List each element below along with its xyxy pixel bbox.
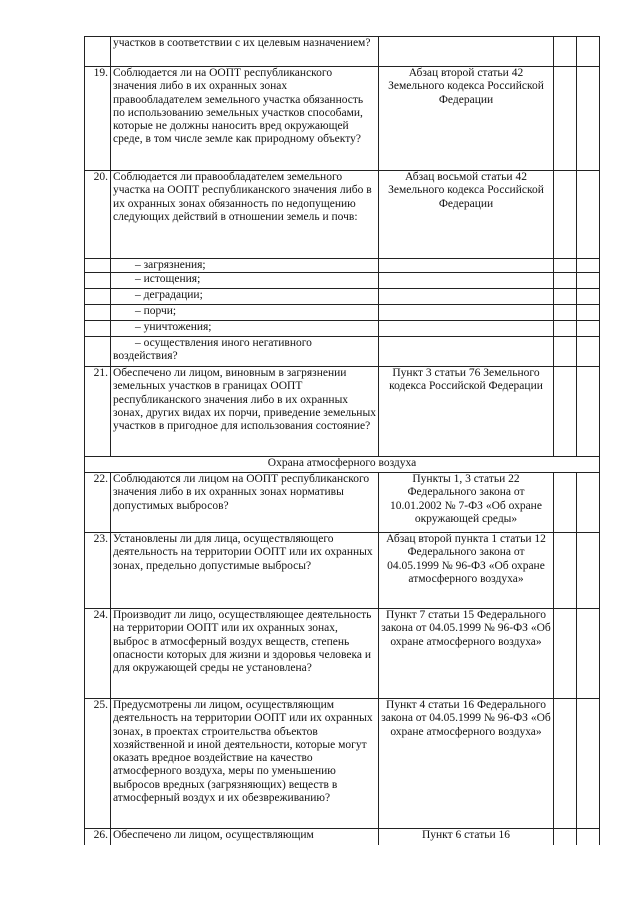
answer-cell bbox=[577, 533, 600, 609]
answer-cell bbox=[554, 305, 577, 321]
answer-cell bbox=[577, 273, 600, 289]
answer-cell bbox=[577, 829, 600, 845]
answer-cell bbox=[554, 533, 577, 609]
table-row bbox=[85, 259, 600, 273]
list-item: – осуществления иного негативного воздействия? bbox=[111, 337, 379, 367]
table-row bbox=[85, 37, 600, 67]
answer-cell bbox=[577, 699, 600, 829]
answer-cell bbox=[577, 337, 600, 367]
checklist-table bbox=[84, 36, 600, 845]
legal-reference: Пункт 7 статьи 15 Федерального закона от 04.05.1999 № 96-ФЗ «Об охране атмосферного воздуха» bbox=[379, 609, 554, 699]
answer-cell bbox=[554, 699, 577, 829]
legal-reference: Абзац восьмой статьи 42 Земельного кодекса Российской Федерации bbox=[379, 171, 554, 259]
legal-reference: Абзац второй статьи 42 Земельного кодекса Российской Федерации bbox=[379, 67, 554, 171]
answer-cell bbox=[577, 37, 600, 67]
row-number: 19. bbox=[85, 67, 111, 171]
question-text: Предусмотрены ли лицом, осуществляющим деятельность на территории ООПТ или их охранных зонах, в проектах строительства объектов хозяйственной и иной деятельности, которые могут оказать вредное воздействие на качество атмосферного воздуха, меры по уменьшению выбросов вредных (загрязняющих) веществ в атмосферный воздух и их обезвреживанию? bbox=[111, 699, 379, 829]
answer-cell bbox=[554, 829, 577, 845]
answer-cell bbox=[554, 289, 577, 305]
legal-reference: Пункты 1, 3 статьи 22 Федерального закона от 10.01.2002 № 7-ФЗ «Об охране окружающей среды» bbox=[379, 473, 554, 533]
legal-reference: Пункт 6 статьи 16 bbox=[379, 829, 554, 845]
section-header-row bbox=[85, 457, 600, 473]
legal-reference: Абзац второй пункта 1 статьи 12 Федерального закона от 04.05.1999 № 96-ФЗ «Об охране атмосферного воздуха» bbox=[379, 533, 554, 609]
answer-cell bbox=[554, 171, 577, 259]
question-text: Установлены ли для лица, осуществляющего деятельность на территории ООПТ или их охранных зонах, предельно допустимые выбросы? bbox=[111, 533, 379, 609]
question-text: Соблюдаются ли лицом на ООПТ республиканского значения либо в их охранных зонах нормативы допустимых выбросов? bbox=[111, 473, 379, 533]
table-row bbox=[85, 273, 600, 289]
question-text: участков в соответствии с их целевым назначением? bbox=[111, 37, 379, 67]
legal-reference: Пункт 3 статьи 76 Земельного кодекса Российской Федерации bbox=[379, 367, 554, 457]
table-row bbox=[85, 609, 600, 699]
list-item: – деградации; bbox=[135, 289, 203, 301]
question-text: Производит ли лицо, осуществляющее деятельность на территории ООПТ или их охранных зонах, выброс в атмосферный воздух веществ, степень опасности которых для жизни и здоровья человека и для окружающей среды не установлена? bbox=[111, 609, 379, 699]
answer-cell bbox=[554, 321, 577, 337]
table-row bbox=[85, 699, 600, 829]
section-title: Охрана атмосферного воздуха bbox=[85, 457, 600, 473]
table-row bbox=[85, 337, 600, 367]
answer-cell bbox=[577, 259, 600, 273]
answer-cell bbox=[554, 337, 577, 367]
answer-cell bbox=[554, 473, 577, 533]
answer-cell bbox=[577, 67, 600, 171]
answer-cell bbox=[577, 609, 600, 699]
table-row bbox=[85, 829, 600, 845]
table-row bbox=[85, 305, 600, 321]
table-row bbox=[85, 289, 600, 305]
table-row bbox=[85, 321, 600, 337]
list-item: – уничтожения; bbox=[135, 321, 212, 333]
row-number: 20. bbox=[85, 171, 111, 259]
answer-cell bbox=[554, 259, 577, 273]
answer-cell bbox=[577, 367, 600, 457]
row-number: 24. bbox=[85, 609, 111, 699]
legal-reference: Пункт 4 статьи 16 Федерального закона от 04.05.1999 № 96-ФЗ «Об охране атмосферного воздуха» bbox=[379, 699, 554, 829]
row-number: 25. bbox=[85, 699, 111, 829]
list-item: – порчи; bbox=[135, 305, 177, 317]
table-row bbox=[85, 533, 600, 609]
answer-cell bbox=[577, 473, 600, 533]
answer-cell bbox=[554, 367, 577, 457]
answer-cell bbox=[577, 321, 600, 337]
row-number: 21. bbox=[85, 367, 111, 457]
answer-cell bbox=[554, 67, 577, 171]
answer-cell bbox=[554, 609, 577, 699]
answer-cell bbox=[577, 305, 600, 321]
legal-reference bbox=[379, 37, 554, 67]
answer-cell bbox=[577, 171, 600, 259]
row-number: 26. bbox=[85, 829, 111, 845]
table-row bbox=[85, 473, 600, 533]
list-item: – истощения; bbox=[135, 273, 201, 285]
list-item: – загрязнения; bbox=[135, 259, 206, 271]
answer-cell bbox=[554, 37, 577, 67]
question-text: Соблюдается ли правообладателем земельного участка на ООПТ республиканского значения либо в их охранных зонах обязанность по недопущению следующих действий в отношении земель и почв: bbox=[111, 171, 379, 259]
row-number: 23. bbox=[85, 533, 111, 609]
table-row bbox=[85, 171, 600, 259]
question-text: Обеспечено ли лицом, виновным в загрязнении земельных участков в границах ООПТ республиканского значения либо в их охранных зонах, других видах их порчи, приведение земельных участков в пригодное для использования состояние? bbox=[111, 367, 379, 457]
answer-cell bbox=[554, 273, 577, 289]
row-number bbox=[85, 37, 111, 67]
answer-cell bbox=[577, 289, 600, 305]
table-row bbox=[85, 67, 600, 171]
question-text: Соблюдается ли на ООПТ республиканского значения либо в их охранных зонах правообладателем земельного участка обязанность по использованию земельных участков способами, которые не должны наносить вред окружающей среде, в том числе земле как природному объекту? bbox=[111, 67, 379, 171]
row-number: 22. bbox=[85, 473, 111, 533]
question-text: Обеспечено ли лицом, осуществляющим bbox=[111, 829, 379, 845]
table-row bbox=[85, 367, 600, 457]
